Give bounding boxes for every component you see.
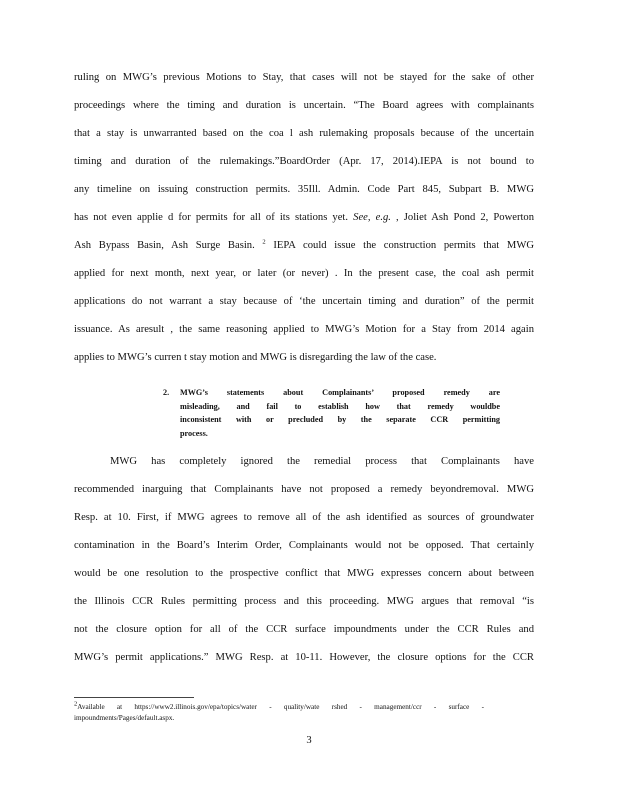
citation-signal: See, e.g. (353, 212, 391, 223)
page-number: 3 (306, 735, 312, 746)
body-line: would be one resolution to the prospective conflict that MWG expresses concern about between (74, 568, 534, 579)
body-line: recommended inarguing that Complainants have not proposed a remedy beyondremoval. MWG (74, 484, 534, 495)
footnote-reference: 2 (262, 238, 266, 246)
body-line: applied for next month, next year, or later (or never) . In the present case, the coal ash permit (74, 268, 534, 279)
body-line-text: IEPA could issue the construction permits that MWG (273, 240, 534, 251)
heading-line: misleading, and fail to establish how that remedy wouldbe (180, 401, 500, 411)
footnote-line: impoundments/Pages/default.aspx. (74, 714, 175, 722)
body-line: any timeline on issuing construction permits. 35Ill. Admin. Code Part 845, Subpart B. MWG (74, 184, 534, 195)
body-line: issuance. As aresult , the same reasoning applied to MWG’s Motion for a Stay from 2014 again (74, 324, 534, 335)
body-line: MWG has completely ignored the remedial process that Complainants have (110, 456, 534, 467)
body-line (74, 240, 534, 251)
body-line: timing and duration of the rulemakings.”BoardOrder (Apr. 17, 2014).IEPA is not bound to (74, 156, 534, 167)
body-line: ruling on MWG’s previous Motions to Stay, that cases will not be stayed for the sake of other (74, 72, 534, 83)
body-line: the Illinois CCR Rules permitting process and this proceeding. MWG argues that removal “is (74, 596, 534, 607)
heading-line: MWG’s statements about Complainants’ proposed remedy are (180, 388, 500, 397)
footnote-line (74, 700, 484, 711)
body-line: applies to MWG’s curren t stay motion and MWG is disregarding the law of the case. (74, 352, 437, 363)
body-line: contamination in the Board’s Interim Order, Complainants would not be opposed. That certainly (74, 540, 534, 551)
body-line: applications do not warrant a stay because of ‘the uncertain timing and duration” of the permit (74, 296, 534, 307)
body-line-text: Ash Bypass Basin, Ash Surge Basin. (74, 240, 255, 251)
heading-number: 2. (163, 388, 170, 397)
heading-text (180, 386, 500, 440)
body-line: MWG’s permit applications.” MWG Resp. at 10-11. However, the closure options for the CCR (74, 652, 534, 663)
heading-line: process. (180, 428, 208, 438)
body-line: not the closure option for all of the CCR surface impoundments under the CCR Rules and (74, 624, 534, 635)
body-line: that a stay is unwarranted based on the coa l ash rulemaking proposals because of the uncertain (74, 128, 534, 139)
body-line-text: has not even applie d for permits for all of its stations yet. (74, 212, 349, 223)
body-line-text: , Joliet Ash Pond 2, Powerton (396, 212, 535, 223)
body-line: proceedings where the timing and duration is uncertain. “The Board agrees with complainants (74, 100, 534, 111)
footnote-marker: 2 (74, 700, 78, 708)
body-line (74, 212, 534, 223)
body-line: Resp. at 10. First, if MWG agrees to remove all of the ash identified as sources of groundwater (74, 512, 534, 523)
footnote-text: Available at https://www2.illinois.gov/epa/topics/water - quality/wate rshed - management/ccr - surface - (77, 703, 484, 711)
footnote-separator (74, 697, 194, 698)
heading-line: inconsistent with or precluded by the separate CCR permitting (180, 415, 500, 424)
